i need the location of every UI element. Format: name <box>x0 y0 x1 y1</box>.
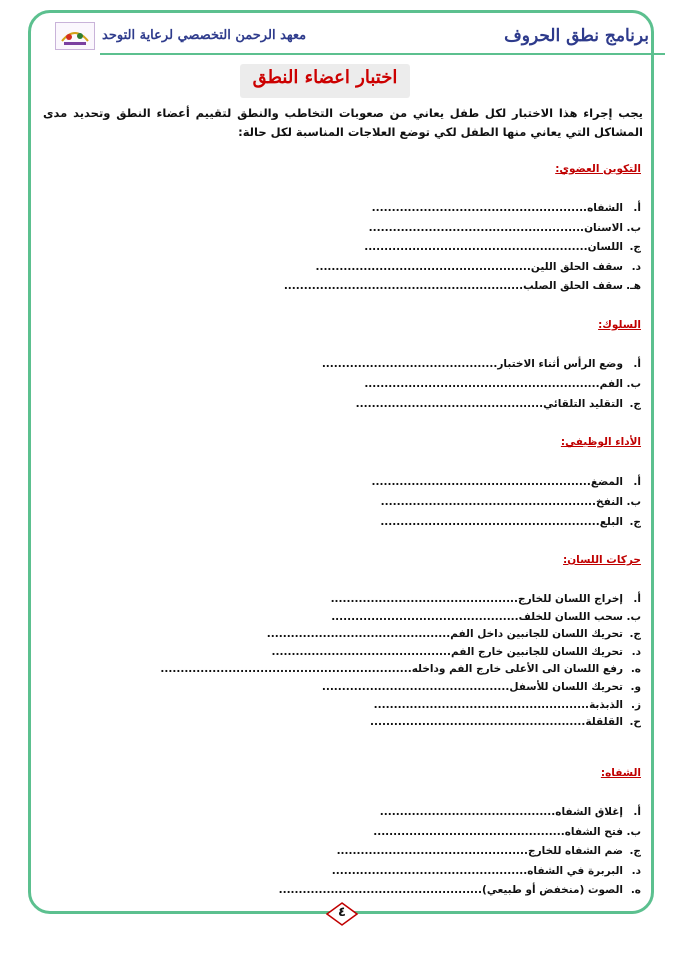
logo-icon <box>56 23 94 49</box>
checklist-item <box>372 202 641 214</box>
item-letter: ه. <box>630 884 641 896</box>
item-text: تحريك اللسان للأسفل <box>509 681 623 693</box>
checklist-item <box>160 663 641 675</box>
item-answer-dots[interactable]: ...................................................... <box>380 496 597 508</box>
item-letter: ج. <box>629 516 641 528</box>
item-text: فتح الشفاه <box>564 825 623 838</box>
section-heading: الأداء الوظيفي: <box>560 436 641 448</box>
title-banner <box>240 64 410 98</box>
item-letter: أ. <box>633 476 641 488</box>
item-letter: ب. <box>626 610 641 623</box>
item-letter: أ. <box>633 806 641 818</box>
item-answer-dots[interactable]: ....................................................... <box>371 476 591 488</box>
checklist-item <box>332 865 641 877</box>
page-number-badge <box>326 902 358 926</box>
checklist-item <box>267 628 641 640</box>
item-text: سقف الحلق الصلب <box>523 280 623 292</box>
checklist-item <box>380 516 641 528</box>
checklist-item <box>331 611 641 623</box>
item-letter: ج. <box>629 241 641 253</box>
item-text: رفع اللسان الى الأعلى خارج الفم وداخله <box>411 663 623 676</box>
item-text: تحريك اللسان للجانبين خارج الفم <box>451 645 623 658</box>
item-text: ضم الشفاه للخارج <box>528 845 623 857</box>
item-answer-dots[interactable]: ............................................. <box>271 645 452 658</box>
item-text: الذبذبة <box>589 698 623 711</box>
checklist-item <box>373 826 641 838</box>
item-text: التقليد التلقائي <box>543 398 623 410</box>
page-title: اختبار اعضاء النطق <box>252 67 398 88</box>
checklist-item <box>284 280 641 292</box>
item-letter: أ. <box>633 593 641 605</box>
section-heading: حركات اللسان: <box>563 554 641 566</box>
item-text: البلع <box>599 516 623 528</box>
item-answer-dots[interactable]: ............................................ <box>379 806 556 818</box>
item-text: إخراج اللسان للخارج <box>518 593 623 605</box>
item-answer-dots[interactable]: ................................................ <box>373 825 565 838</box>
item-letter: أ. <box>633 358 641 370</box>
item-text: البربرة في الشفاه <box>527 864 623 877</box>
item-answer-dots[interactable]: ....................................................... <box>380 516 600 528</box>
checklist-item <box>364 241 641 253</box>
item-letter: هـ. <box>626 280 641 292</box>
institute-name: معهد الرحمن التخصصي لرعاية التوحد <box>102 28 307 43</box>
item-letter: د. <box>631 645 641 658</box>
item-answer-dots[interactable]: ............................................................ <box>283 280 524 292</box>
checklist-item <box>372 476 642 488</box>
item-letter: ه. <box>630 663 641 676</box>
checklist-item <box>322 681 641 693</box>
item-answer-dots[interactable]: ................................................... <box>278 884 483 896</box>
item-answer-dots[interactable]: ...................................................... <box>371 202 588 214</box>
checklist-item <box>279 884 641 896</box>
item-answer-dots[interactable]: ...................................................... <box>368 221 585 234</box>
item-letter: ب. <box>626 378 641 390</box>
checklist-item <box>337 845 641 857</box>
item-answer-dots[interactable]: ........................................................... <box>364 378 600 390</box>
item-text: الفم <box>599 378 623 390</box>
item-answer-dots[interactable]: ............................................... <box>355 398 544 410</box>
section-heading: التكوين العضوي: <box>555 163 641 175</box>
checklist-item <box>369 222 641 234</box>
item-text: وضع الرأس أثناء الاختبار <box>497 358 623 370</box>
item-text: تحريك اللسان للجانبين داخل الفم <box>450 628 623 641</box>
item-letter: ج. <box>629 628 641 641</box>
item-letter: ز. <box>630 698 641 711</box>
program-title: برنامج نطق الحروف <box>504 26 649 46</box>
item-text: الصوت (منخفض أو طبيعي) <box>482 884 623 896</box>
item-letter: د. <box>631 260 641 273</box>
item-letter: ب. <box>626 496 641 508</box>
institute-logo <box>55 22 95 50</box>
page-number: ٤ <box>338 905 346 920</box>
item-text: إغلاق الشفاه <box>555 806 623 818</box>
checklist-item <box>370 716 641 728</box>
header-divider <box>100 53 665 55</box>
item-answer-dots[interactable]: .............................................. <box>266 628 451 641</box>
section-heading: السلوك: <box>598 319 641 331</box>
item-text: اللسان <box>587 241 623 253</box>
item-text: سحب اللسان للخلف <box>518 610 623 623</box>
item-answer-dots[interactable]: ............................................... <box>330 593 519 605</box>
checklist-item <box>331 593 641 605</box>
item-letter: أ. <box>633 202 641 214</box>
item-answer-dots[interactable]: ............................................ <box>321 358 498 370</box>
checklist-item <box>315 261 641 273</box>
intro-paragraph: يجب إجراء هذا الاختبار لكل طفل يعاني من صعوبات التخاطب والنطق لتقييم أعضاء النطق وتحديد مدى المشاكل التي يعاني منها الطفل لكي توضع العلاجات المناسبة لكل حالة: <box>43 106 643 139</box>
item-answer-dots[interactable]: ................................................. <box>331 864 528 877</box>
checklist-item <box>381 496 641 508</box>
item-answer-dots[interactable]: ............................................... <box>321 681 510 693</box>
checklist-item <box>272 646 641 658</box>
item-letter: ج. <box>629 845 641 857</box>
checklist-item <box>380 806 641 818</box>
item-answer-dots[interactable]: ............................................................... <box>160 663 412 676</box>
item-answer-dots[interactable]: ........................................................ <box>364 241 588 253</box>
item-answer-dots[interactable]: ...................................................... <box>373 698 590 711</box>
checklist-item <box>374 699 641 711</box>
item-text: الشفاه <box>587 202 623 214</box>
item-letter: و. <box>630 681 641 693</box>
item-letter: ج. <box>629 398 641 410</box>
section-heading: الشفاه: <box>600 767 641 779</box>
checklist-item <box>322 358 641 370</box>
item-answer-dots[interactable]: ................................................ <box>336 845 529 857</box>
item-letter: ح. <box>629 716 641 729</box>
item-letter: د. <box>631 864 641 877</box>
item-answer-dots[interactable]: ...................................................... <box>369 716 586 729</box>
item-answer-dots[interactable]: ............................................... <box>331 610 519 623</box>
item-text: سقف الحلق اللين <box>530 260 623 273</box>
item-letter: ب. <box>626 825 641 838</box>
item-text: الاسنان <box>584 221 623 234</box>
item-answer-dots[interactable]: ...................................................... <box>315 260 531 273</box>
item-text: المضغ <box>590 476 623 488</box>
page-frame <box>28 10 654 914</box>
checklist-item <box>364 378 641 390</box>
item-letter: ب. <box>626 221 641 234</box>
checklist-item <box>356 398 641 410</box>
item-text: النفخ <box>596 496 623 508</box>
item-text: القلقلة <box>585 716 623 729</box>
